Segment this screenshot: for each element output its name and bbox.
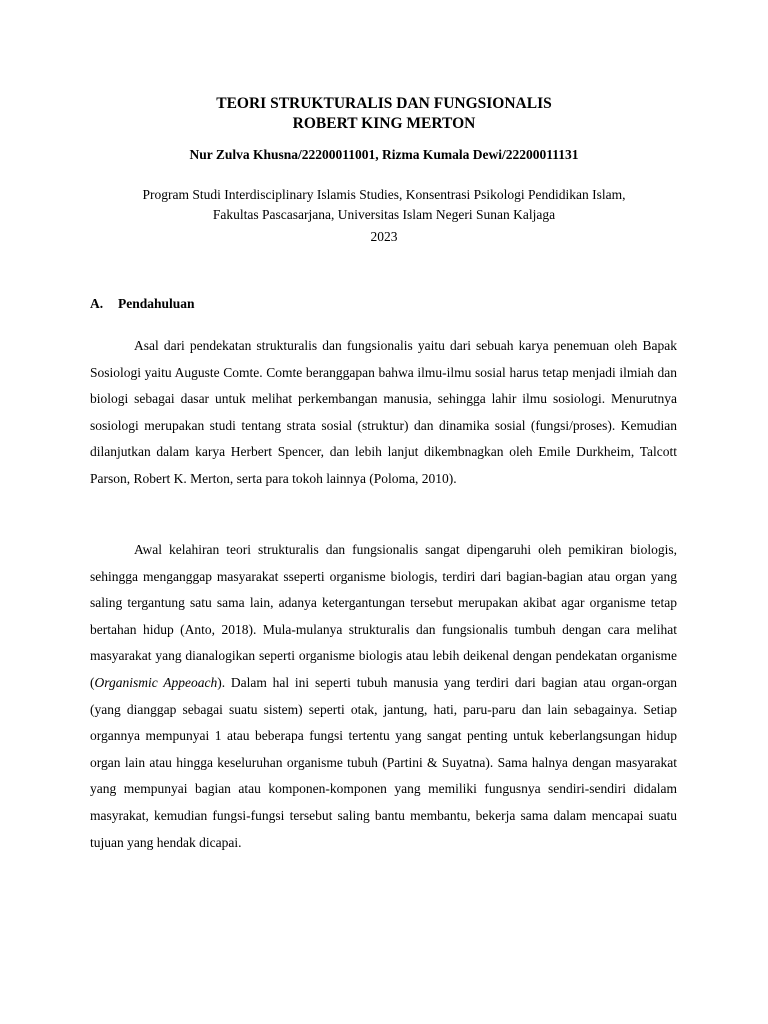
section-title: Pendahuluan — [118, 296, 195, 311]
paragraph-2 — [90, 537, 677, 856]
paragraph-2-italic-term: Organismic Appeoach — [94, 674, 218, 690]
section-heading — [90, 294, 195, 314]
paragraph-2-text-end: ). Dalam hal ini seperti tubuh manusia yang terdiri dari bagian atau organ-organ (yang dianggap sebagai suatu sistem) seperti otak, jantung, hati, paru-paru dan lain sebagainya. Setiap organnya mempunyai 1 atau beberapa fungsi tertentu yang sangat penting untuk keberlangsungan hidup organ lain atau hingga keseluruhan organisme tubuh (Partini & Suyatna). Sama halnya dengan masyarakat yang mempunyai bagian atau komponen-komponen yang memiliki fungusnya sendiri-sendiri didalam masyrakat, kemudian fungsi-fungsi tersebut saling bantu membantu, bekerja sama dalam mencapai suatu tujuan yang hendak dicapai. — [90, 674, 677, 850]
paragraph-1: Asal dari pendekatan strukturalis dan fungsionalis yaitu dari sebuah karya penemuan oleh Bapak Sosiologi yaitu Auguste Comte. Comte beranggapan bahwa ilmu-ilmu sosial harus tetap menjadi ilmiah dan biologi sebagai dasar untuk melihat perkembangan manusia, sehingga lahir ilmu sosiologi. Menurutnya sosiologi merupakan studi tentang strata sosial (struktur) dan dinamika sosial (fungsi/proses). Kemudian dilanjutkan dalam karya Herbert Spencer, dan lebih lanjut dikembnagkan oleh Emile Durkheim, Talcott Parson, Robert K. Merton, serta para tokoh lainnya (Poloma, 2010). — [90, 338, 677, 486]
document-title-line-2: ROBERT KING MERTON — [292, 115, 476, 132]
section-number: A. — [90, 296, 104, 311]
authors: Nur Zulva Khusna/22200011001, Rizma Kumala Dewi/22200011131 — [189, 147, 579, 162]
affiliation-line-2: Fakultas Pascasarjana, Universitas Islam Negeri Sunan Kaljaga — [212, 207, 556, 222]
affiliation-line-1: Program Studi Interdisciplinary Islamis Studies, Konsentrasi Psikologi Pendidikan Islam, — [142, 187, 626, 202]
document-title-line-1: TEORI STRUKTURALIS DAN FUNGSIONALIS — [216, 95, 552, 112]
paragraph-2-text-start: Awal kelahiran teori strukturalis dan fungsionalis sangat dipengaruhi oleh pemikiran biologis, sehingga menganggap masyarakat sseperti organisme biologis, terdiri dari bagian-bagian atau organ yang saling tergantung satu sama lain, adanya ketergantungan tersebut merupakan akibat agar organisme tetap bertahan hidup (Anto, 2018). Mula-mulanya strukturalis dan fungsionalis tumbuh dengan cara melihat masyarakat yang dianalogikan seperti organisme biologis atau lebih deikenal dengan pendekatan organisme ( — [90, 542, 677, 690]
publication-year: 2023 — [370, 229, 398, 244]
